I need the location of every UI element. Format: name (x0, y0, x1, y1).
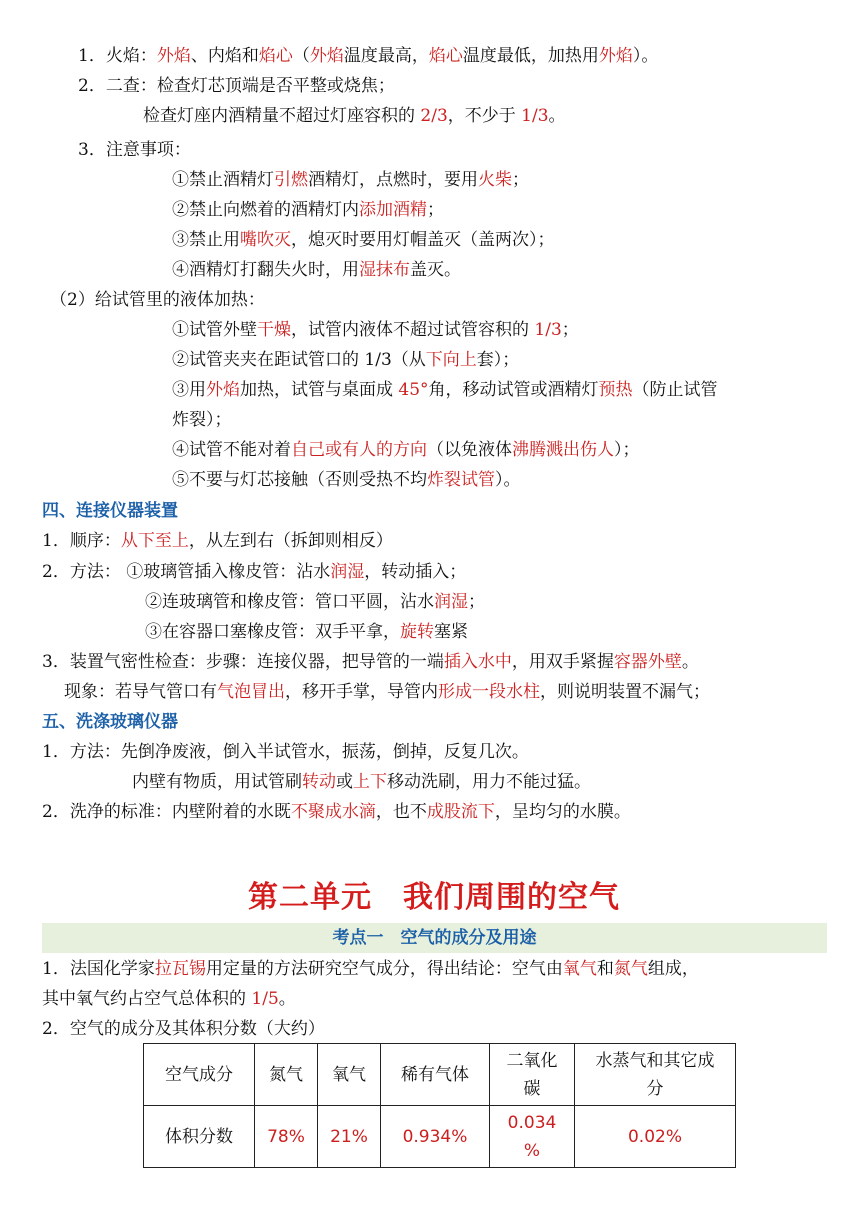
emphasis-text: 炸裂试管 (427, 470, 495, 490)
table-header-cell: 氮气 (255, 1044, 318, 1106)
emphasis-text: 旋转 (400, 622, 434, 642)
air-composition-table (143, 1043, 736, 1168)
composition-title: 2．空气的成分及其体积分数（大约） (42, 1019, 325, 1039)
text-segment: ）； (614, 440, 640, 460)
tube-item-4 (172, 438, 640, 462)
text-segment: 组成， (647, 959, 699, 979)
section4-heading: 四、连接仪器装置 (42, 501, 178, 521)
text-segment: ①试管外壁 (172, 320, 257, 340)
text-segment: 或 (336, 772, 353, 792)
emphasis-text: 自己或有人的方向 (291, 440, 427, 460)
text-segment: ①禁止酒精灯 (172, 170, 274, 190)
emphasis-text: 焰心 (258, 46, 293, 66)
text-segment: ，从左到右（拆卸则相反） (188, 531, 393, 551)
text-segment: （防止试管 (632, 380, 718, 400)
text-segment: ； (512, 170, 529, 190)
text-segment: ⑤不要与灯芯接触（否则受热不均 (172, 470, 427, 490)
wash-standard (42, 800, 631, 824)
text-segment: 1．顺序： (42, 531, 121, 551)
emphasis-text: 润湿 (330, 562, 365, 582)
text-segment: ，熄灭时要用灯帽盖灭（盖两次）； (291, 230, 555, 250)
wash-method-2 (132, 770, 591, 794)
text-segment: ②试管夹夹在距试管口的 1/3（从 (172, 350, 426, 370)
emphasis-text: 湿抹布 (359, 260, 410, 280)
notes-title: 3．注意事项： (78, 140, 191, 160)
tube-item-1 (172, 318, 579, 342)
tube-item-3-cont: 炸裂）； (172, 410, 232, 430)
text-segment: 酒精灯，点燃时，要用 (308, 170, 478, 190)
text-segment: ，呈均匀的水膜。 (494, 802, 631, 822)
text-segment: 加热，试管与桌面成 (240, 380, 399, 400)
text-segment: ②连玻璃管和橡皮管：管口平圆，沾水 (145, 592, 434, 612)
text-segment: （以免液体 (427, 440, 512, 460)
text-segment: 温度最低，加热用 (462, 46, 599, 66)
emphasis-text: 转动 (302, 772, 336, 792)
emphasis-text: 插入水中 (443, 652, 512, 672)
section5-heading: 五、洗涤玻璃仪器 (42, 712, 178, 732)
text-segment: 其中氧气约占空气总体积的 (42, 989, 252, 1009)
tube-item-3 (172, 378, 718, 402)
text-segment: 、内焰和 (190, 46, 259, 66)
text-segment: 1．火焰： (78, 46, 157, 66)
text-segment: ，不少于 (447, 106, 522, 126)
emphasis-text: 45° (398, 380, 429, 400)
text-segment: 1．法国化学家 (42, 959, 155, 979)
emphasis-text: 形成一段水柱 (438, 682, 540, 702)
lavoisier-line-1 (42, 957, 699, 981)
table-value-cell: 0.034 % (490, 1106, 575, 1168)
emphasis-text: 外焰 (309, 46, 344, 66)
text-segment: ④试管不能对着 (172, 440, 291, 460)
text-segment: ③禁止用 (172, 230, 240, 250)
text-segment: 3．装置气密性检查：步骤：连接仪器，把导管的一端 (42, 652, 444, 672)
emphasis-text: 沸腾溅出伤人 (512, 440, 614, 460)
text-segment: 移动洗刷，用力不能过猛。 (387, 772, 591, 792)
emphasis-text: 成股流下 (426, 802, 495, 822)
table-value-cell: 0.934% (381, 1106, 490, 1168)
table-value-cell: 78% (255, 1106, 318, 1168)
table-value-cell: 21% (318, 1106, 381, 1168)
emphasis-text: 1/5 (251, 989, 279, 1009)
emphasis-text: 外焰 (598, 46, 633, 66)
text-segment: （ (292, 46, 310, 66)
emphasis-text: 氮气 (613, 959, 648, 979)
connect-order (42, 529, 393, 553)
text-segment: ，用双手紧握 (511, 652, 614, 672)
note-3 (172, 228, 555, 252)
text-segment: 现象：若导气管口有 (64, 682, 217, 702)
airtight-check (42, 650, 699, 674)
emphasis-text: 气泡冒出 (217, 682, 285, 702)
text-segment: 。 (278, 989, 296, 1009)
wash-method-1: 1．方法：先倒净废液，倒入半试管水，振荡，倒掉，反复几次。 (42, 742, 529, 762)
tube-item-5 (172, 468, 521, 492)
emphasis-text: 1/3 (521, 106, 549, 126)
airtight-phenomenon (64, 680, 710, 704)
text-segment: ）。 (632, 46, 659, 66)
text-segment: 2．方法： ①玻璃管插入橡皮管：沾水 (42, 562, 331, 582)
check-line-1: 2．二查：检查灯芯顶端是否平整或烧焦； (78, 76, 395, 96)
text-segment: 内壁有物质，用试管刷 (132, 772, 302, 792)
text-segment: ，试管内液体不超过试管容积的 (291, 320, 535, 340)
text-segment: ，转动插入； (364, 562, 467, 582)
emphasis-text: 干燥 (257, 320, 291, 340)
table-header-cell: 氧气 (318, 1044, 381, 1106)
note-1 (172, 168, 529, 192)
text-segment: ，移开手掌，导管内 (285, 682, 438, 702)
tube-heating-title: （2）给试管里的液体加热： (50, 290, 265, 310)
text-segment: ）。 (495, 470, 521, 490)
connect-method-2 (145, 590, 485, 614)
emphasis-text: 不聚成水滴 (290, 802, 376, 822)
text-segment: 。 (548, 106, 566, 126)
check-line-2 (143, 104, 566, 128)
table-row-label: 体积分数 (144, 1106, 255, 1168)
text-segment: 盖灭。 (410, 260, 461, 280)
emphasis-text: 外焰 (206, 380, 240, 400)
emphasis-text: 火柴 (478, 170, 512, 190)
text-segment: 。 (681, 652, 699, 672)
connect-method-3 (145, 620, 468, 644)
table-header-cell: 水蒸气和其它成 分 (575, 1044, 736, 1106)
text-segment: ④酒精灯打翻失火时，用 (172, 260, 359, 280)
text-segment: 2．洗净的标准：内壁附着的水既 (42, 802, 291, 822)
text-segment: ②禁止向燃着的酒精灯内 (172, 200, 359, 220)
text-segment: 用定量的方法研究空气成分，得出结论：空气由 (205, 959, 563, 979)
emphasis-text: 预热 (598, 380, 633, 400)
note-4 (172, 258, 461, 282)
emphasis-text: 引燃 (274, 170, 308, 190)
text-segment: 和 (596, 959, 614, 979)
emphasis-text: 上下 (353, 772, 387, 792)
emphasis-text: 从下至上 (120, 531, 189, 551)
table-header-cell: 稀有气体 (381, 1044, 490, 1106)
point-title: 考点一 空气的成分及用途 (332, 928, 537, 948)
emphasis-text: 容器外壁 (613, 652, 682, 672)
emphasis-text: 氧气 (562, 959, 597, 979)
table-header-cell: 空气成分 (144, 1044, 255, 1106)
flame-line (78, 44, 658, 68)
text-segment: ； (468, 592, 485, 612)
text-segment: ③在容器口塞橡皮管：双手平拿， (145, 622, 400, 642)
emphasis-text: 外焰 (156, 46, 191, 66)
text-segment: 角，移动试管或酒精灯 (428, 380, 599, 400)
text-segment: ； (427, 200, 444, 220)
text-segment: 套）； (476, 350, 520, 370)
emphasis-text: 下向上 (425, 350, 477, 370)
text-segment: ，则说明装置不漏气； (540, 682, 710, 702)
text-segment: 温度最高， (343, 46, 429, 66)
note-2 (172, 198, 444, 222)
tube-item-2 (172, 348, 519, 372)
emphasis-text: 添加酒精 (359, 200, 427, 220)
emphasis-text: 润湿 (434, 592, 468, 612)
emphasis-text: 焰心 (428, 46, 463, 66)
table-header-cell: 二氧化 碳 (490, 1044, 575, 1106)
table-row (144, 1106, 736, 1168)
unit-title: 第二单元 我们周围的空气 (248, 880, 620, 915)
emphasis-text: 嘴吹灭 (240, 230, 291, 250)
connect-method-1 (42, 560, 466, 584)
emphasis-text: 拉瓦锡 (154, 959, 206, 979)
text-segment: ； (561, 320, 579, 340)
text-segment: ③用 (172, 380, 206, 400)
emphasis-text: 1/3 (534, 320, 562, 340)
point-band (42, 923, 827, 953)
text-segment: 检查灯座内酒精量不超过灯座容积的 (143, 106, 421, 126)
table-row (144, 1044, 736, 1106)
text-segment: ，也不 (375, 802, 427, 822)
text-segment: 塞紧 (434, 622, 468, 642)
emphasis-text: 2/3 (420, 106, 448, 126)
lavoisier-line-2 (42, 987, 296, 1011)
table-value-cell: 0.02% (575, 1106, 736, 1168)
